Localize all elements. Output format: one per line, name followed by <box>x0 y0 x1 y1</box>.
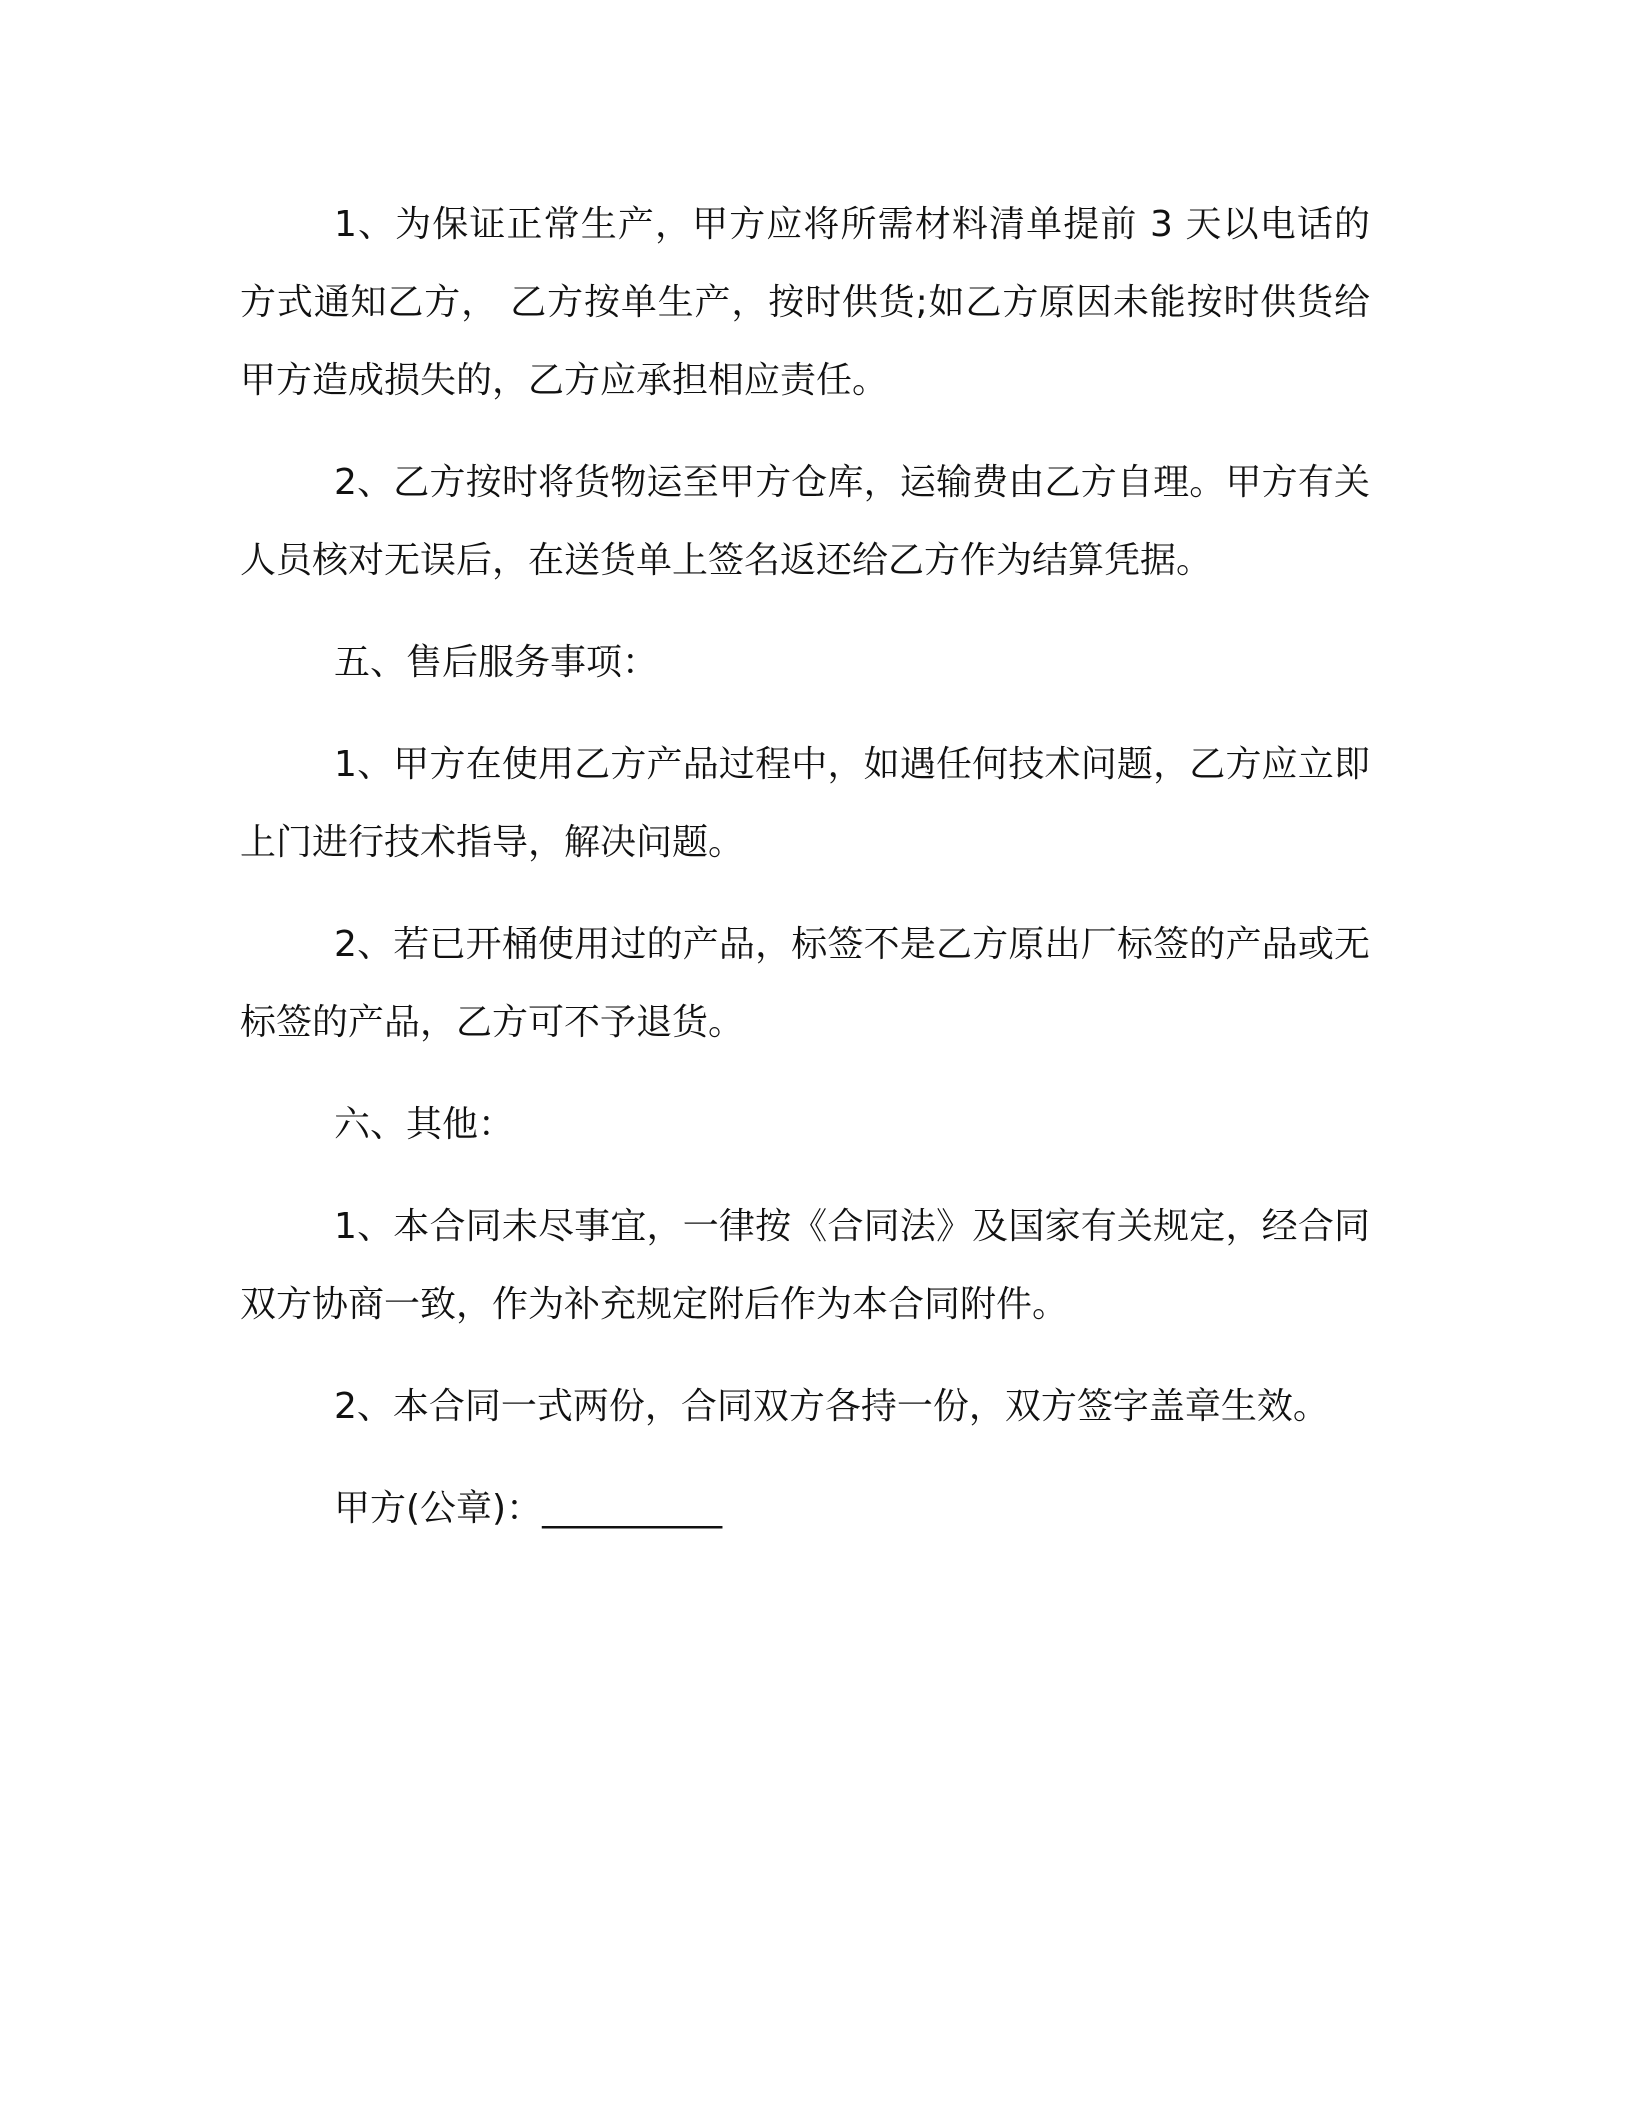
paragraph-6: 2、本合同一式两份，合同双方各持一份，双方签字盖章生效。 <box>334 1386 1329 1427</box>
paragraph-5: 1、本合同未尽事宜，一律按《合同法》及国家有关规定，经合同双方协商一致，作为补充规定附后作为本合同附件。 <box>240 1206 1370 1325</box>
paragraph-3: 1、甲方在使用乙方产品过程中，如遇任何技术问题，乙方应立即上门进行技术指导，解决问题。 <box>240 744 1370 863</box>
paragraph-2: 2、乙方按时将货物运至甲方仓库，运输费由乙方自理。甲方有关人员核对无误后，在送货单上签名返还给乙方作为结算凭据。 <box>240 462 1370 581</box>
section-heading-after-sales: 五、售后服务事项： <box>334 642 659 683</box>
section-heading-other: 六、其他： <box>334 1104 515 1145</box>
paragraph-1: 1、为保证正常生产，甲方应将所需材料清单提前 3 天以电话的方式通知乙方， 乙方按单生产，按时供货;如乙方原因未能按时供货给甲方造成损失的，乙方应承担相应责任。 <box>240 204 1370 401</box>
signature-blank: __________ <box>542 1488 723 1529</box>
signature-label: 甲方(公章)： <box>334 1488 543 1529</box>
signature-line <box>240 1470 1370 1548</box>
document-body <box>240 186 1370 1548</box>
paragraph-4: 2、若已开桶使用过的产品，标签不是乙方原出厂标签的产品或无标签的产品，乙方可不予退货。 <box>240 924 1370 1043</box>
